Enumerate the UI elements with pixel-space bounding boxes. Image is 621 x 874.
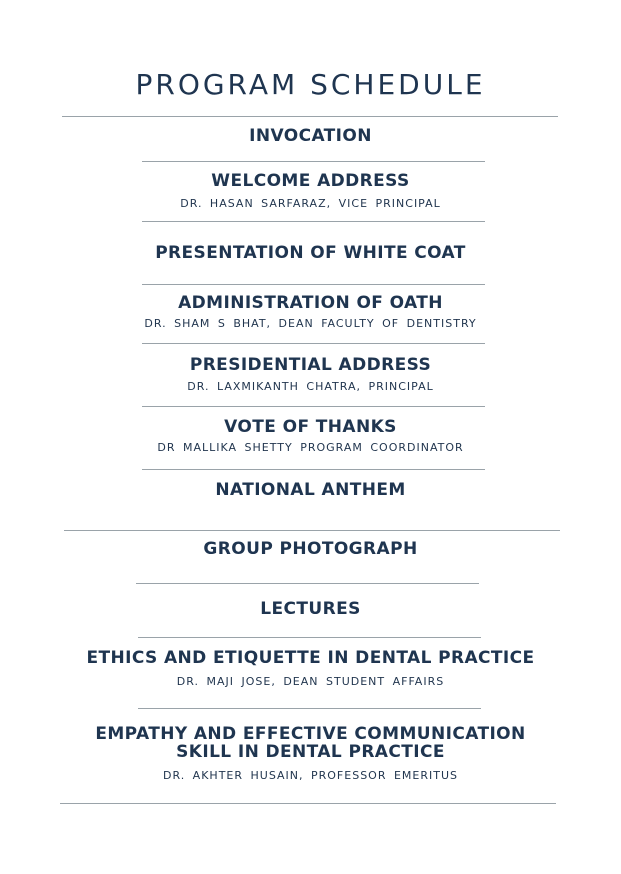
divider: [60, 803, 556, 804]
page-title: PROGRAM SCHEDULE: [135, 68, 486, 101]
item-ethics-lecture-speaker: DR. MAJI JOSE, DEAN STUDENT AFFAIRS: [176, 675, 445, 688]
item-empathy-lecture-heading-line1: EMPATHY AND EFFECTIVE COMMUNICATION: [95, 724, 526, 744]
item-empathy-lecture-speaker: DR. AKHTER HUSAIN, PROFESSOR EMERITUS: [162, 769, 459, 782]
divider: [142, 343, 485, 344]
item-vote-of-thanks-heading: VOTE OF THANKS: [224, 417, 397, 437]
item-presidential-address-heading: PRESIDENTIAL ADDRESS: [189, 355, 432, 375]
divider: [138, 637, 481, 638]
divider: [142, 221, 485, 222]
item-oath-heading: ADMINISTRATION OF OATH: [178, 293, 443, 313]
item-lectures-heading: LECTURES: [260, 599, 361, 619]
divider: [138, 708, 481, 709]
item-group-photograph-heading: GROUP PHOTOGRAPH: [203, 539, 418, 559]
divider: [142, 469, 485, 470]
item-invocation-heading: INVOCATION: [249, 126, 372, 146]
divider: [64, 530, 560, 531]
item-vote-of-thanks-speaker: DR MALLIKA SHETTY PROGRAM COORDINATOR: [157, 441, 464, 454]
divider: [62, 116, 558, 117]
item-welcome-address-speaker: DR. HASAN SARFARAZ, VICE PRINCIPAL: [180, 197, 441, 210]
item-oath-speaker: DR. SHAM S BHAT, DEAN FACULTY OF DENTISTRY: [144, 317, 477, 330]
divider: [136, 583, 479, 584]
divider: [142, 406, 485, 407]
item-presidential-address-speaker: DR. LAXMIKANTH CHATRA, PRINCIPAL: [187, 380, 434, 393]
item-national-anthem-heading: NATIONAL ANTHEM: [215, 480, 406, 500]
divider: [142, 161, 485, 162]
item-empathy-lecture-heading-line2: SKILL IN DENTAL PRACTICE: [176, 742, 445, 762]
item-white-coat-heading: PRESENTATION OF WHITE COAT: [155, 243, 466, 263]
divider: [142, 284, 485, 285]
item-ethics-lecture-heading: ETHICS AND ETIQUETTE IN DENTAL PRACTICE: [86, 648, 535, 668]
item-welcome-address-heading: WELCOME ADDRESS: [211, 171, 410, 191]
